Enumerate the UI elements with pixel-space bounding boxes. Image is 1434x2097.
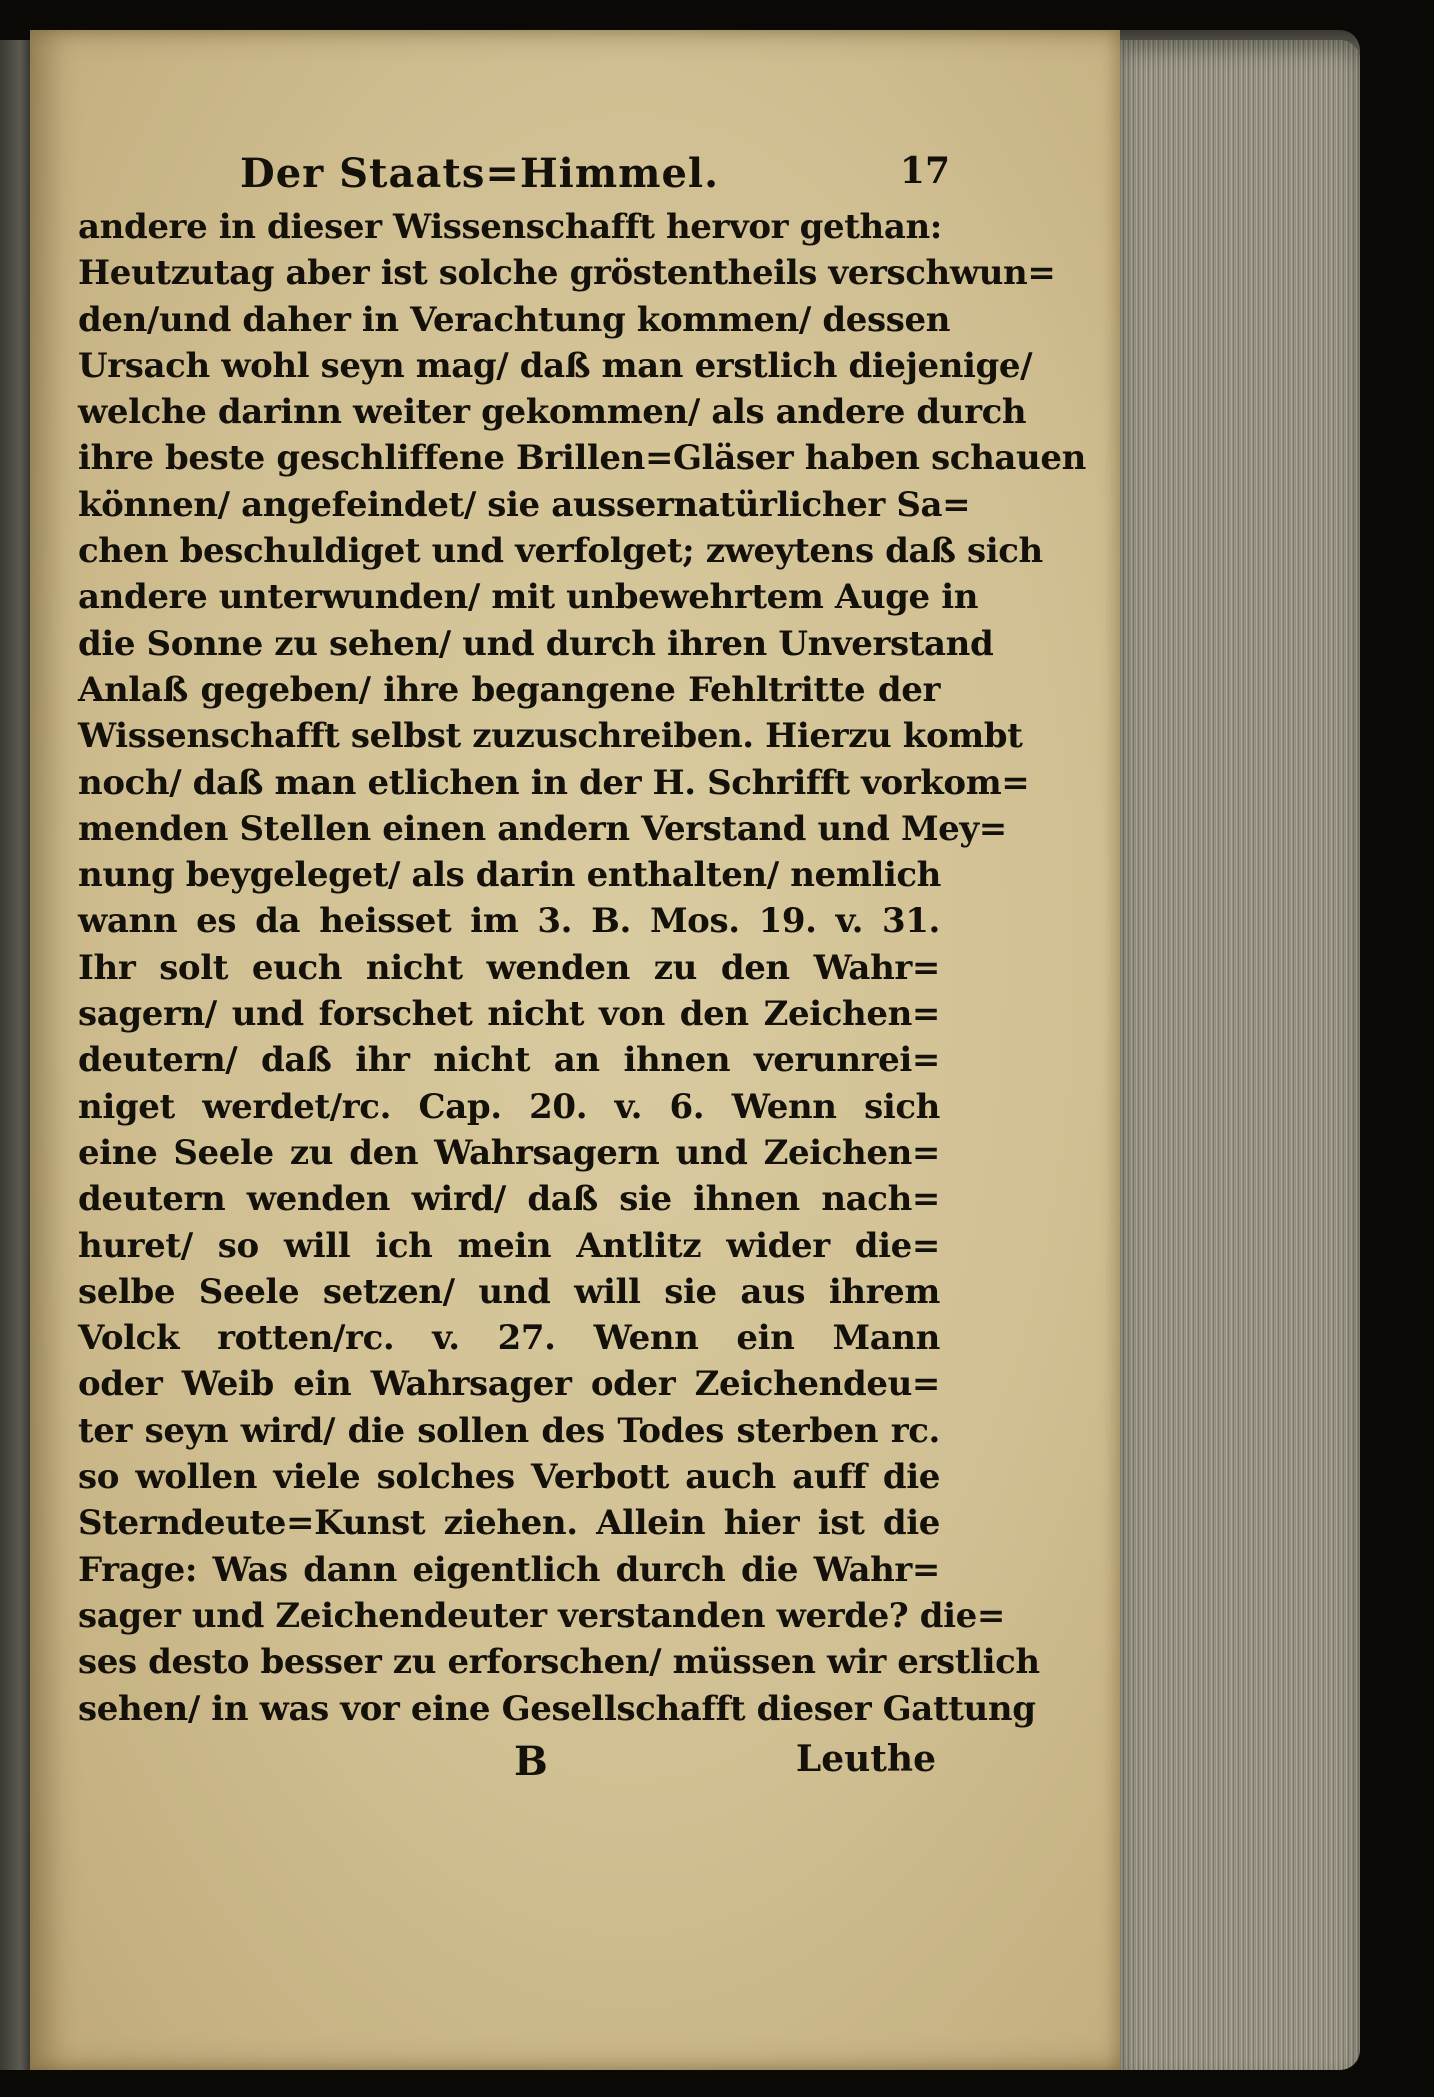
text-block [78, 150, 1086, 1790]
catchword: Leuthe [795, 1737, 936, 1780]
text-line: noch/ daß man etlichen in der H. Schrifft vorkom= [78, 762, 1030, 803]
text-line: Wissenschafft selbst zuzuschreiben. Hierzu kombt [78, 716, 1023, 757]
page-number: 17 [899, 150, 950, 192]
text-line: chen beschuldiget und verfolget; zweytens daß sich [78, 531, 1043, 572]
text-line: selbe Seele setzen/ und will sie aus ihrem [78, 1271, 940, 1312]
text-line: sagern/ und forschet nicht von den Zeichen= [78, 994, 940, 1035]
text-line: Ursach wohl seyn mag/ daß man erstlich diejenige/ [78, 345, 1033, 386]
text-line: deutern wenden wird/ daß sie ihnen nach= [78, 1179, 940, 1220]
text-line: den/und daher in Verachtung kommen/ dessen [78, 299, 951, 340]
text-line: andere unterwunden/ mit unbewehrtem Auge in [78, 577, 979, 618]
text-line: deutern/ daß ihr nicht an ihnen verunrei= [78, 1040, 940, 1081]
book-cover-edge [0, 40, 34, 2070]
text-line: ses desto besser zu erforschen/ müssen wir erstlich [78, 1642, 1040, 1683]
text-line: können/ angefeindet/ sie aussernatürlicher Sa= [78, 484, 971, 525]
text-line: Anlaß gegeben/ ihre begangene Fehltritte der [78, 669, 940, 710]
text-line: eine Seele zu den Wahrsagern und Zeichen= [78, 1132, 940, 1173]
text-line: oder Weib ein Wahrsager oder Zeichendeu= [78, 1364, 940, 1405]
text-line: Heutzutag aber ist solche gröstentheils verschwun= [78, 253, 1056, 294]
text-line: welche darinn weiter gekommen/ als andere durch [78, 392, 1027, 433]
page-block-fore-edge [1120, 40, 1360, 2070]
text-line: sager und Zeichendeuter verstanden werde? die= [78, 1595, 1005, 1636]
text-line: Ihr solt euch nicht wenden zu den Wahr= [78, 947, 940, 988]
text-line: Frage: Was dann eigentlich durch die Wahr= [78, 1549, 940, 1590]
text-line: ihre beste geschliffene Brillen=Gläser haben schauen [78, 438, 1086, 479]
page-header [78, 150, 950, 204]
running-title: Der Staats=Himmel. [240, 150, 720, 197]
text-line: so wollen viele solches Verbott auch auff die [78, 1457, 940, 1498]
text-line: huret/ so will ich mein Antlitz wider die= [78, 1225, 940, 1266]
text-line: ter seyn wird/ die sollen des Todes sterben rc. [78, 1410, 940, 1451]
text-line: nung beygeleget/ als darin enthalten/ nemlich [78, 855, 941, 896]
text-line: Volck rotten/rc. v. 27. Wenn ein Mann [78, 1318, 940, 1359]
text-line: die Sonne zu sehen/ und durch ihren Unverstand [78, 623, 994, 664]
text-line: sehen/ in was vor eine Gesellschafft dieser Gattung [78, 1688, 1036, 1729]
body-text [78, 204, 1086, 1732]
text-line: niget werdet/rc. Cap. 20. v. 6. Wenn sich [78, 1086, 940, 1127]
signature-mark: B [514, 1737, 548, 1785]
text-line: Sterndeute=Kunst ziehen. Allein hier ist die [78, 1503, 940, 1544]
page-footer [78, 1738, 940, 1790]
text-line: menden Stellen einen andern Verstand und Mey= [78, 808, 1007, 849]
text-line: andere in dieser Wissenschafft hervor gethan: [78, 207, 942, 247]
text-line: wann es da heisset im 3. B. Mos. 19. v. 31. [78, 901, 940, 942]
